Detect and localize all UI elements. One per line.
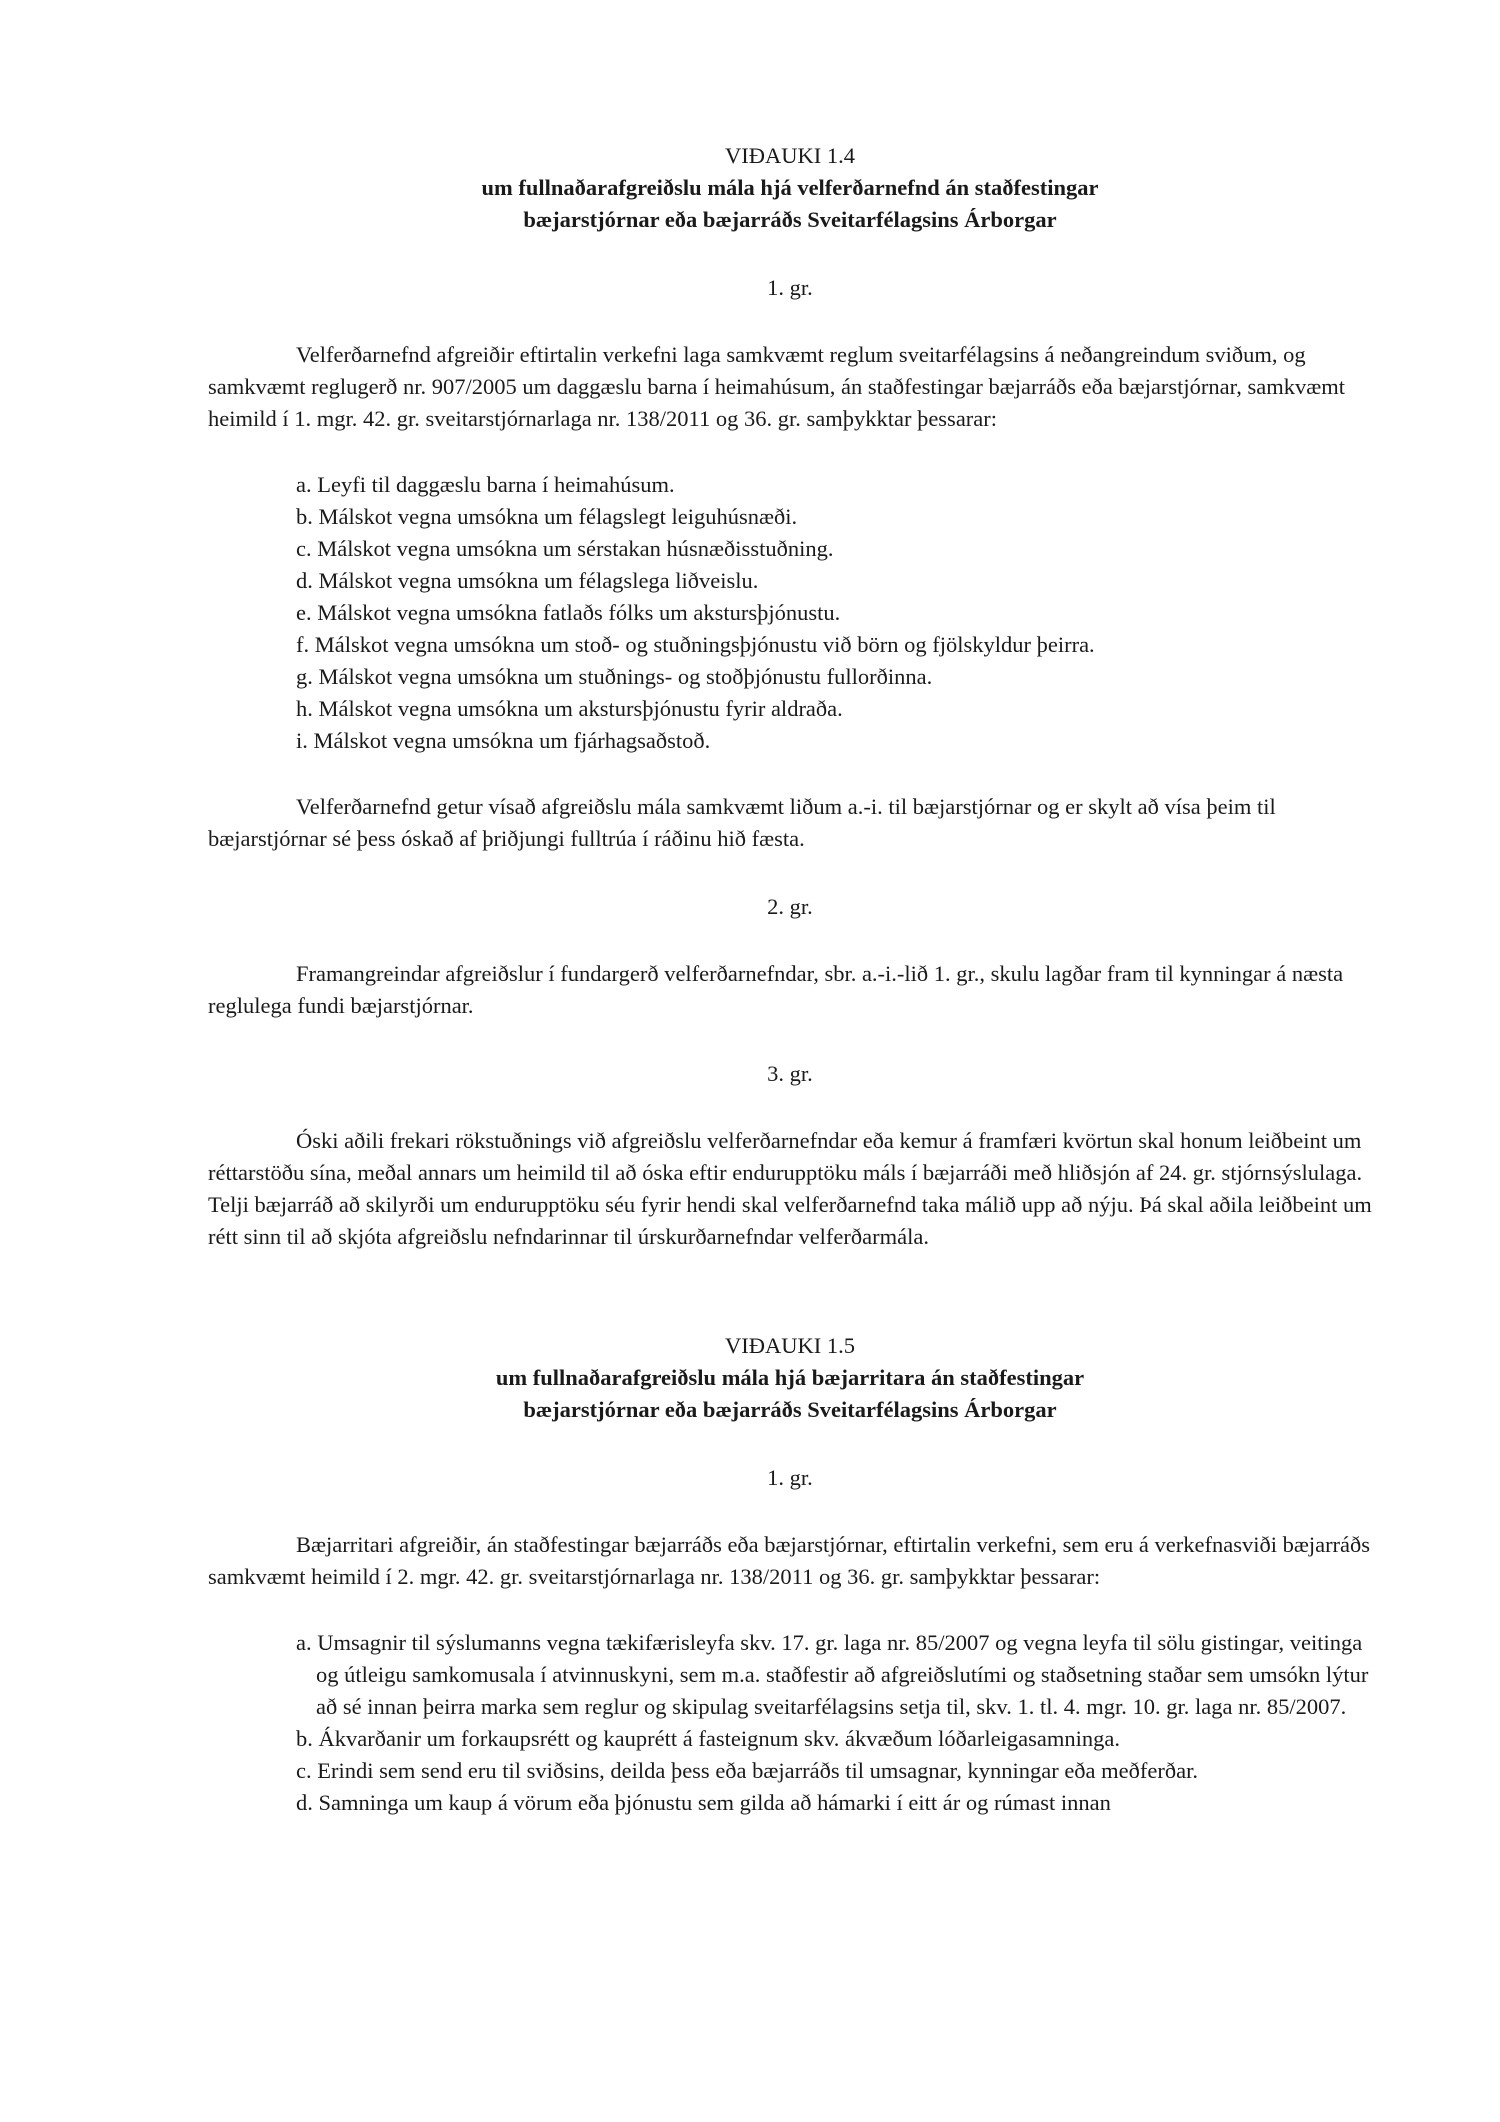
article-paragraph: Velferðarnefnd getur vísað afgreiðslu mála samkvæmt liðum a.-i. til bæjarstjórnar og er skylt að vísa þeim til bæjarstjórnar sé þess óskað af þriðjungi fulltrúa í ráðinu hið fæsta. <box>208 794 1276 851</box>
annex-heading <box>208 140 1372 236</box>
list-item: h. Málskot vegna umsókna um akstursþjónustu fyrir aldraða. <box>296 696 843 721</box>
annex-title: VIÐAUKI 1.5 <box>725 1333 855 1358</box>
annex-subtitle-line-2: bæjarstjórnar eða bæjarráðs Sveitarfélagsins Árborgar <box>523 1397 1057 1422</box>
list-item: c. Málskot vegna umsókna um sérstakan húsnæðisstuðning. <box>296 536 834 561</box>
article-heading: 1. gr. <box>767 1465 813 1490</box>
article-paragraph: Framangreindar afgreiðslur í fundargerð velferðarnefndar, sbr. a.-i.-lið 1. gr., skulu lagðar fram til kynningar á næsta reglulega fundi bæjarstjórnar. <box>208 961 1344 1018</box>
annex-1-4 <box>208 140 1372 1253</box>
document-page <box>208 140 1372 1853</box>
annex-subtitle-line-1: um fullnaðarafgreiðslu mála hjá velferðarnefnd án staðfestingar <box>481 175 1099 200</box>
annex-subtitle-line-2: bæjarstjórnar eða bæjarráðs Sveitarfélagsins Árborgar <box>523 207 1057 232</box>
annex-spacer <box>208 1287 1372 1330</box>
article-paragraph: Velferðarnefnd afgreiðir eftirtalin verkefni laga samkvæmt reglum sveitarfélagsins á neðangreindum sviðum, og samkvæmt reglugerð nr. 907/2005 um daggæslu barna í heimahúsum, án staðfestingar bæjarráðs eða bæjarstjórnar, samkvæmt heimild í 1. mgr. 42. gr. sveitarstjórnarlaga nr. 138/2011 og 36. gr. samþykktar þessarar: <box>208 342 1346 431</box>
list-item: i. Málskot vegna umsókna um fjárhagsaðstoð. <box>296 728 711 753</box>
list-item: d. Málskot vegna umsókna um félagslega liðveislu. <box>296 568 759 593</box>
article-heading: 2. gr. <box>767 894 813 919</box>
annex-subtitle-line-1: um fullnaðarafgreiðslu mála hjá bæjarritara án staðfestingar <box>495 1365 1085 1390</box>
list-item: b. Málskot vegna umsókna um félagslegt leiguhúsnæði. <box>296 504 798 529</box>
article-paragraph: Óski aðili frekari rökstuðnings við afgreiðslu velferðarnefndar eða kemur á framfæri kvörtun skal honum leiðbeint um réttarstöðu sína, meðal annars um heimild til að óska eftir endurupptöku máls í bæjarráði með hliðsjón af 24. gr. stjórnsýslulaga. Telji bæjarráð að skilyrði um endurupptöku séu fyrir hendi skal velferðarnefnd taka málið upp að nýju. Þá skal aðila leiðbeint um rétt sinn til að skjóta afgreiðslu nefndarinnar til úrskurðarnefndar velferðarmála. <box>208 1128 1372 1249</box>
list-item: b. Ákvarðanir um forkaupsrétt og kauprétt á fasteignum skv. ákvæðum lóðarleigasamninga. <box>296 1726 1120 1751</box>
list-item: a. Umsagnir til sýslumanns vegna tækifærisleyfa skv. 17. gr. laga nr. 85/2007 og vegna leyfa til sölu gistingar, veitinga og útleigu samkomusala í atvinnuskyni, sem m.a. staðfestir að afgreiðslutími og staðsetning staðar sem umsókn lýtur að sé innan þeirra marka sem reglur og skipulag sveitarfélagsins setja til, skv. 1. tl. 4. mgr. 10. gr. laga nr. 85/2007. <box>296 1630 1369 1719</box>
article-heading: 3. gr. <box>767 1061 813 1086</box>
list-item: f. Málskot vegna umsókna um stoð- og stuðningsþjónustu við börn og fjölskyldur þeirra. <box>296 632 1095 657</box>
annex-1-5 <box>208 1330 1372 1819</box>
article-heading: 1. gr. <box>767 275 813 300</box>
list-item: a. Leyfi til daggæslu barna í heimahúsum. <box>296 472 675 497</box>
list-item: c. Erindi sem send eru til sviðsins, deilda þess eða bæjarráðs til umsagnar, kynningar eða meðferðar. <box>296 1758 1198 1783</box>
article-item-list <box>296 469 1372 757</box>
list-item: d. Samninga um kaup á vörum eða þjónustu sem gilda að hámarki í eitt ár og rúmast innan <box>296 1790 1111 1815</box>
annex-title: VIÐAUKI 1.4 <box>725 143 855 168</box>
article-item-list <box>296 1627 1372 1819</box>
list-item: e. Málskot vegna umsókna fatlaðs fólks um akstursþjónustu. <box>296 600 841 625</box>
annex-heading <box>208 1330 1372 1426</box>
article-paragraph: Bæjarritari afgreiðir, án staðfestingar bæjarráðs eða bæjarstjórnar, eftirtalin verkefni, sem eru á verkefnasviði bæjarráðs samkvæmt heimild í 2. mgr. 42. gr. sveitarstjórnarlaga nr. 138/2011 og 36. gr. samþykktar þessarar: <box>208 1532 1371 1589</box>
list-item: g. Málskot vegna umsókna um stuðnings- og stoðþjónustu fullorðinna. <box>296 664 933 689</box>
